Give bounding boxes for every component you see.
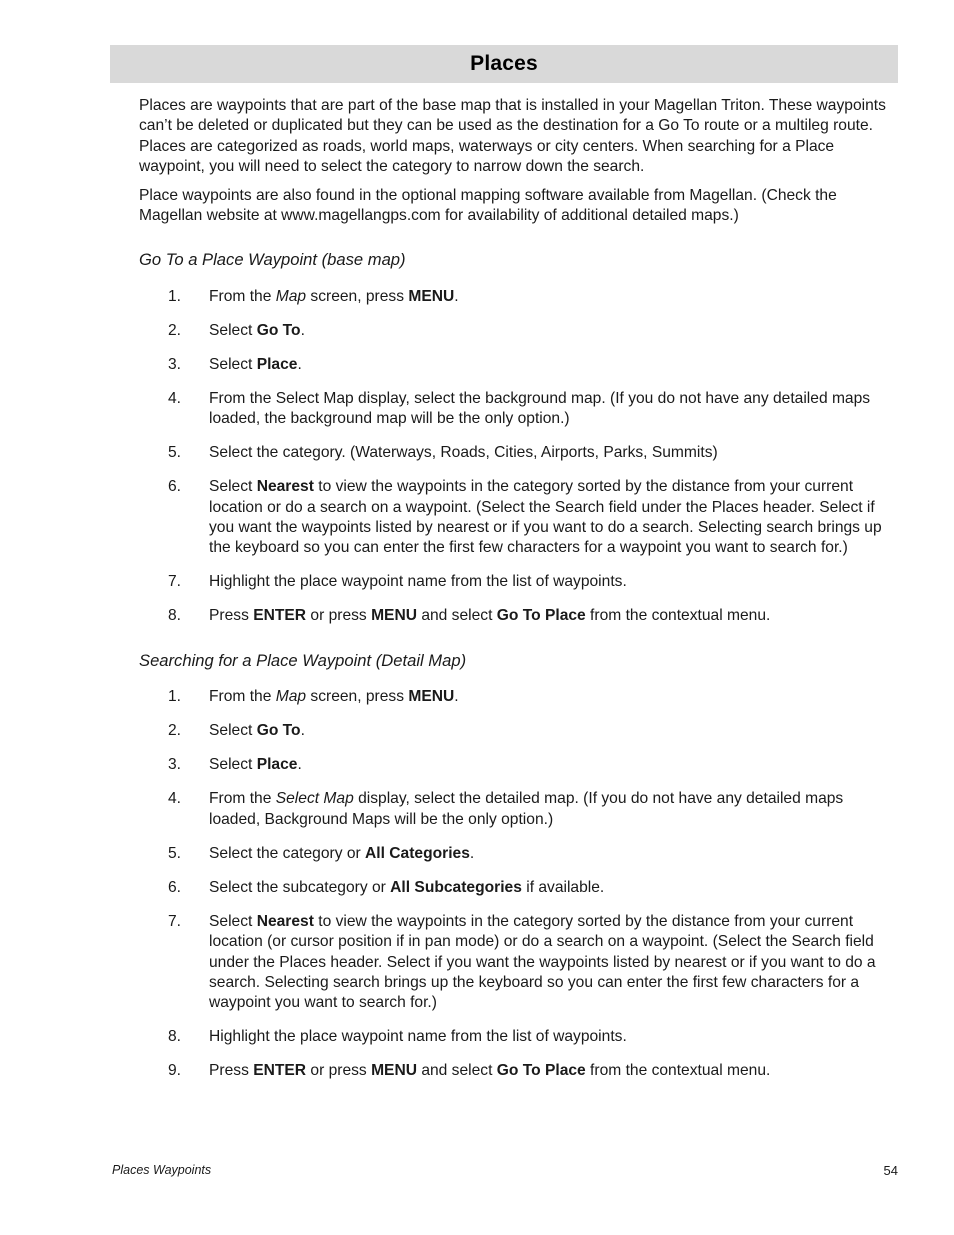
italic-term: Map xyxy=(275,287,307,305)
step-number: 1. xyxy=(168,688,182,706)
intro-paragraph-2: Place waypoints are also found in the optional mapping software available from Magellan. (Check the Magellan website at www.magellangps.com for availability of additional detailed maps.) xyxy=(139,186,837,225)
step-number: 1. xyxy=(168,287,182,305)
step-text-run: Select xyxy=(209,478,257,496)
page-title: Places xyxy=(470,52,538,75)
list-item xyxy=(139,477,895,559)
step-text xyxy=(209,721,895,741)
bold-term: MENU xyxy=(408,688,455,706)
document-body xyxy=(139,96,895,1095)
step-text xyxy=(209,355,895,375)
step-text-run: Select xyxy=(209,722,257,740)
step-text-run: . xyxy=(454,287,459,305)
step-number: 9. xyxy=(168,1062,182,1080)
bold-term: Nearest xyxy=(256,478,314,496)
step-text-run: Select the category or xyxy=(209,844,366,862)
step-text xyxy=(209,477,895,559)
step-text-run: to view the waypoints in the category sorted by the distance from your current location or do a search on a waypoint. (Select the Search field under the Places header. Select if you want the waypoints listed by nearest or if you want to do a search. Selecting search brings up the keyboard so you can enter the first few characters for a waypoint you want to search for.) xyxy=(209,478,882,557)
step-text-run: or press xyxy=(306,1062,372,1080)
step-text-run: From the xyxy=(209,688,276,706)
bold-term: Place xyxy=(256,355,298,373)
bold-term: Nearest xyxy=(256,912,314,930)
bold-term: MENU xyxy=(408,287,455,305)
list-item xyxy=(139,443,895,463)
step-number: 8. xyxy=(168,607,182,625)
step-text-run: and select xyxy=(416,607,497,625)
step-text-run: Select xyxy=(209,756,257,774)
bold-term: ENTER xyxy=(253,607,307,625)
footer-section-name: Places Waypoints xyxy=(112,1163,212,1177)
list-item xyxy=(139,606,895,626)
list-item xyxy=(139,912,895,1014)
step-text-run: to view the waypoints in the category sorted by the distance from your current location (or cursor position if in pan mode) or do a search on a waypoint. (Select the Search field under the Places header. Select if you want the waypoints listed by nearest or if you want to do a search. Selecting search brings up the keyboard so you can enter the first few characters for a waypoint you want to search for.) xyxy=(209,912,876,1012)
step-number: 7. xyxy=(168,912,182,930)
bold-term: MENU xyxy=(371,1062,417,1080)
step-number: 8. xyxy=(168,1028,182,1046)
step-text-run: display, select the detailed map. (If you do not have any detailed maps loaded, Background Maps will be the only option.) xyxy=(209,790,844,828)
step-text xyxy=(209,443,895,463)
bold-term: All Subcategories xyxy=(390,878,522,896)
step-text-run: Select xyxy=(209,912,257,930)
step-text-run: . xyxy=(297,355,302,373)
step-number: 2. xyxy=(168,321,182,339)
list-item xyxy=(139,1061,895,1081)
step-text-run: Select xyxy=(209,321,257,339)
intro-paragraph-1: Places are waypoints that are part of the base map that is installed in your Magellan Triton. These waypoints can’t be deleted or duplicated but they can be used as the destination for a Go To route or a multileg route. Places are categorized as roads, world maps, waterways or city centers. When searching for a Place waypoint, you will need to select the category to narrow down the search. xyxy=(139,97,886,176)
step-text-run: if available. xyxy=(521,878,605,896)
step-text-run: Press xyxy=(209,1062,254,1080)
step-text-run: From the xyxy=(209,790,276,808)
step-text xyxy=(209,572,895,592)
step-text xyxy=(209,789,895,830)
bold-term: Go To Place xyxy=(496,607,586,625)
step-text xyxy=(209,844,895,864)
step-text-run: Select the category. (Waterways, Roads, Cities, Airports, Parks, Summits) xyxy=(209,444,718,462)
list-item xyxy=(139,721,895,741)
bold-term: Place xyxy=(256,756,298,774)
step-text xyxy=(209,606,895,626)
step-number: 3. xyxy=(168,355,182,373)
step-number: 4. xyxy=(168,790,182,808)
section-heading-detail-map: Searching for a Place Waypoint (Detail Map) xyxy=(139,650,467,670)
list-item xyxy=(139,755,895,775)
step-text-run: Select the subcategory or xyxy=(209,878,391,896)
step-text-run: . xyxy=(300,321,305,339)
step-number: 5. xyxy=(168,444,182,462)
step-text xyxy=(209,389,895,430)
bold-term: MENU xyxy=(371,607,417,625)
step-text-run: From the xyxy=(209,287,276,305)
step-text xyxy=(209,1061,895,1081)
list-item xyxy=(139,789,895,830)
steps-list-base-map xyxy=(139,287,895,627)
list-item xyxy=(139,321,895,341)
step-text-run: Select xyxy=(209,355,257,373)
step-number: 6. xyxy=(168,478,182,496)
italic-term: Map xyxy=(275,688,307,706)
step-text xyxy=(209,287,895,307)
bold-term: All Categories xyxy=(365,844,470,862)
list-item xyxy=(139,844,895,864)
list-item xyxy=(139,687,895,707)
section-heading-base-map: Go To a Place Waypoint (base map) xyxy=(139,250,406,270)
step-text-run: . xyxy=(454,688,459,706)
bold-term: ENTER xyxy=(253,1062,307,1080)
step-number: 2. xyxy=(168,722,182,740)
list-item xyxy=(139,389,895,430)
bold-term: Go To Place xyxy=(496,1062,586,1080)
step-number: 4. xyxy=(168,389,182,407)
step-text-run: from the contextual menu. xyxy=(585,607,771,625)
italic-term: Select Map xyxy=(275,790,354,808)
step-text xyxy=(209,1027,895,1047)
step-text-run: From the Select Map display, select the background map. (If you do not have any detailed maps loaded, the background map will be the only option.) xyxy=(209,389,871,428)
list-item xyxy=(139,878,895,898)
step-text-run: Highlight the place waypoint name from the list of waypoints. xyxy=(209,573,627,591)
list-item xyxy=(139,572,895,592)
step-text-run: Highlight the place waypoint name from the list of waypoints. xyxy=(209,1028,627,1046)
step-text-run: . xyxy=(297,756,302,774)
step-text-run: or press xyxy=(306,607,372,625)
list-item xyxy=(139,1027,895,1047)
step-text xyxy=(209,321,895,341)
steps-list-detail-map xyxy=(139,687,895,1081)
step-number: 3. xyxy=(168,756,182,774)
step-text-run: Press xyxy=(209,607,254,625)
step-number: 6. xyxy=(168,878,182,896)
step-text-run: . xyxy=(469,844,475,862)
step-number: 7. xyxy=(168,573,182,591)
step-text xyxy=(209,755,895,775)
step-text-run: screen, press xyxy=(306,287,409,305)
list-item xyxy=(139,287,895,307)
step-text xyxy=(209,912,895,1014)
bold-term: Go To xyxy=(256,321,301,339)
page-title-bar xyxy=(110,45,898,83)
footer-page-number: 54 xyxy=(883,1163,898,1178)
step-text-run: screen, press xyxy=(306,688,409,706)
step-text-run: and select xyxy=(416,1062,497,1080)
bold-term: Go To xyxy=(256,722,301,740)
step-text-run: from the contextual menu. xyxy=(585,1062,771,1080)
step-number: 5. xyxy=(168,844,182,862)
step-text-run: . xyxy=(300,722,305,740)
step-text xyxy=(209,878,895,898)
list-item xyxy=(139,355,895,375)
step-text xyxy=(209,687,895,707)
